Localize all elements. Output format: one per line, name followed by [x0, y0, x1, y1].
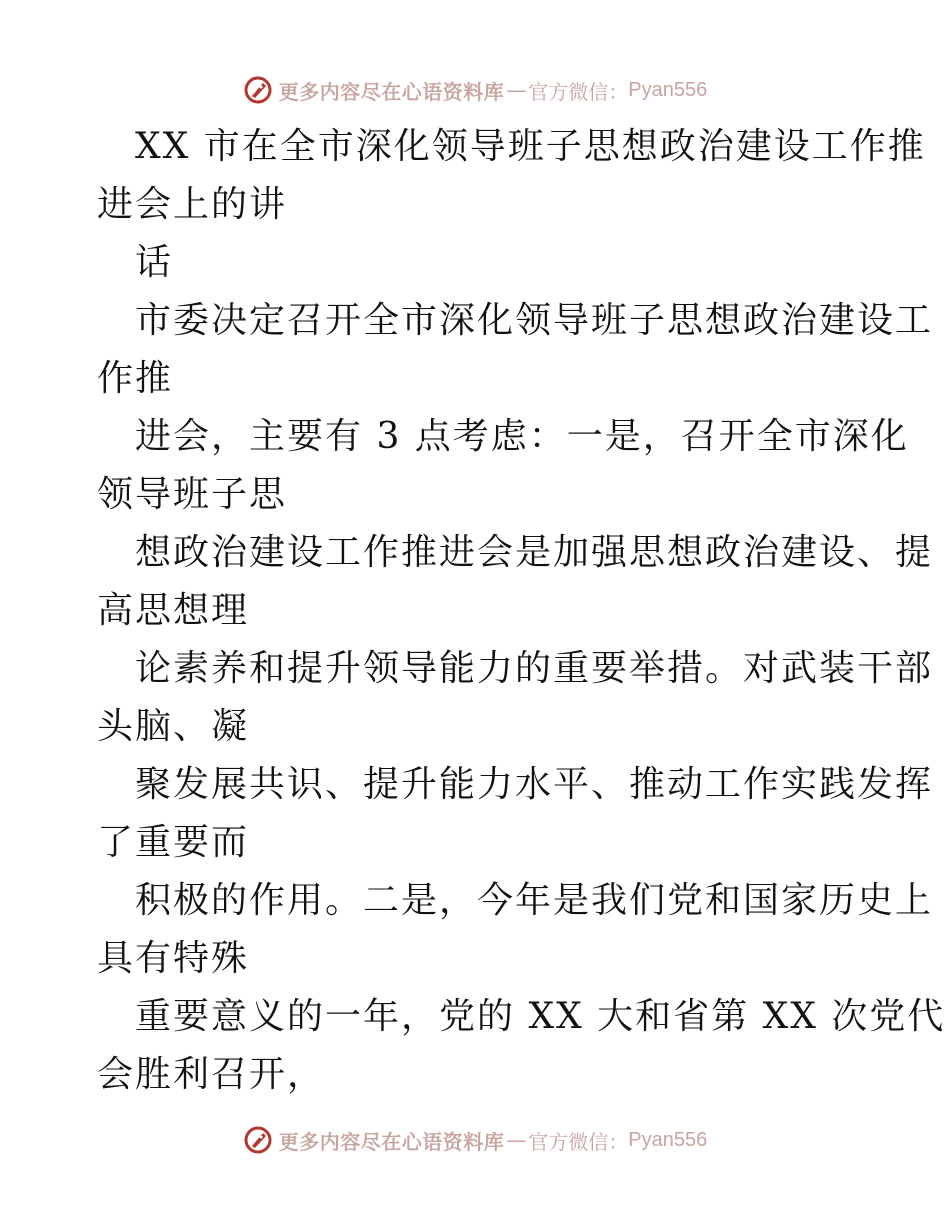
text-line: 论素养和提升领导能力的重要举措。对武装干部 — [135, 648, 934, 689]
text-line: XX 市在全市深化领导班子思想政治建设工作推 — [135, 126, 926, 167]
text-line: 话 — [135, 242, 174, 283]
text-line: 进会上的讲 — [97, 184, 288, 225]
wechat-label: 官方微信： — [528, 1129, 629, 1154]
text-line: 头脑、凝 — [97, 706, 250, 747]
wechat-handle: Pyan556 — [628, 78, 708, 101]
text-line: 作推 — [97, 358, 174, 399]
text-line: 聚发展共识、提升能力水平、推动工作实践发挥 — [135, 764, 934, 805]
wechat-label: 官方微信： — [528, 79, 629, 104]
text-line: 具有特殊 — [97, 938, 250, 979]
promo-text: 更多内容尽在心语资料库 — [278, 1129, 505, 1154]
document-body — [97, 118, 946, 1104]
text-line: 想政治建设工作推进会是加强思想政治建设、提 — [135, 532, 934, 573]
text-line: 领导班子思 — [97, 474, 288, 515]
pen-nib-logo-icon — [243, 75, 273, 105]
text-line: 会胜利召开， — [97, 1054, 326, 1095]
text-line: 高思想理 — [97, 590, 250, 631]
pen-nib-logo-icon — [243, 1125, 273, 1155]
text-line: 市委决定召开全市深化领导班子思想政治建设工 — [135, 300, 934, 341]
wechat-handle: Pyan556 — [628, 1128, 708, 1151]
text-line: 重要意义的一年，党的 XX 大和省第 XX 次党代 — [135, 996, 946, 1037]
banner-dash: — — [506, 78, 527, 102]
text-line: 积极的作用。二是，今年是我们党和国家历史上 — [135, 880, 934, 921]
text-line: 了重要而 — [97, 822, 250, 863]
text-line: 进会，主要有 3 点考虑：一是，召开全市深化 — [135, 416, 909, 457]
footer-banner — [0, 1120, 950, 1160]
promo-text: 更多内容尽在心语资料库 — [278, 79, 505, 104]
header-banner — [0, 70, 950, 110]
banner-dash: — — [506, 1128, 527, 1152]
